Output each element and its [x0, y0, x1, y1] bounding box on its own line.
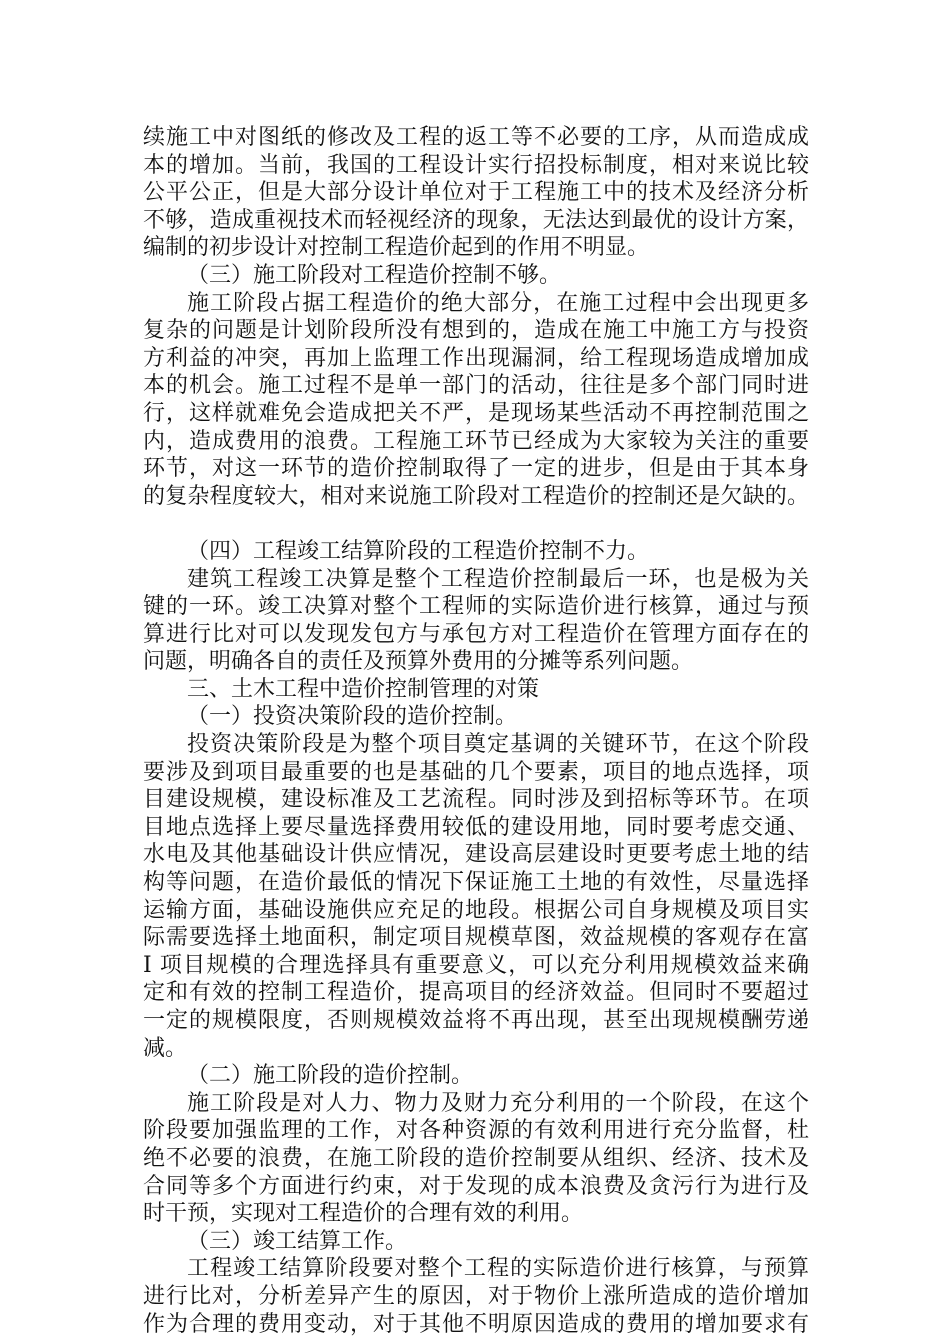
text-line: 作为合理的费用变动，对于其他不明原因造成的费用的增加要求有 [143, 1311, 809, 1337]
text-line: 施工阶段是对人力、物力及财力充分利用的一个阶段，在这个 [187, 1090, 809, 1116]
document-body [143, 124, 809, 1338]
text-line: 不够，造成重视技术而轻视经济的现象，无法达到最优的设计方案， [143, 207, 809, 233]
text-line: 运输方面，基础设施供应充足的地段。根据公司自身规模及项目实 [143, 897, 809, 923]
text-line: 目建设规模，建设标准及工艺流程。同时涉及到招标等环节。在项 [143, 787, 809, 813]
text-line: 进行比对，分析差异产生的原因，对于物价上涨所造成的造价增加 [143, 1283, 809, 1309]
text-line: 算进行比对可以发现发包方与承包方对工程造价在管理方面存在的 [143, 621, 809, 647]
text-line: 本的机会。施工过程不是单一部门的活动，往往是多个部门同时进 [143, 373, 809, 399]
text-line: 水电及其他基础设计供应情况，建设高层建设时更要考虑土地的结 [143, 842, 809, 868]
text-line: 阶段要加强监理的工作，对各种资源的有效利用进行充分监督，杜 [143, 1118, 809, 1144]
text-line: 工程竣工结算阶段要对整个工程的实际造价进行核算，与预算 [187, 1256, 809, 1282]
text-line: I 项目规模的合理选择具有重要意义，可以充分利用规模效益来确 [143, 952, 809, 978]
text-line: 问题，明确各自的责任及预算外费用的分摊等系列问题。 [143, 649, 694, 675]
text-line: 定和有效的控制工程造价，提高项目的经济效益。但同时不要超过 [143, 980, 809, 1006]
text-line: 环节，对这一环节的造价控制取得了一定的进步，但是由于其本身 [143, 456, 809, 482]
text-line: 一定的规模限度，否则规模效益将不再出现，甚至出现规模酬劳递 [143, 1008, 809, 1033]
text-line: 续施工中对图纸的修改及工程的返工等不必要的工序，从而造成成 [143, 125, 809, 150]
section-heading: （四）工程竣工结算阶段的工程造价控制不力。 [187, 538, 650, 564]
text-line: 要涉及到项目最重要的也是基础的几个要素，项目的地点选择，项 [143, 759, 809, 785]
section-heading: （二）施工阶段的造价控制。 [187, 1063, 474, 1089]
text-line: 内，造成费用的浪费。工程施工环节已经成为大家较为关注的重要 [143, 428, 809, 454]
text-line: 施工阶段占据工程造价的绝大部分，在施工过程中会出现更多 [187, 290, 809, 316]
text-line: 复杂的问题是计划阶段所没有想到的，造成在施工中施工方与投资 [143, 318, 809, 344]
text-line: 构等问题，在造价最低的情况下保证施工土地的有效性，尽量选择 [143, 870, 809, 896]
text-line: 方利益的冲突，再加上监理工作出现漏洞，给工程现场造成增加成 [143, 345, 809, 371]
section-heading: （一）投资决策阶段的造价控制。 [187, 704, 518, 730]
text-line: 投资决策阶段是为整个项目奠定基调的关键环节，在这个阶段 [187, 732, 809, 758]
text-line: 时干预，实现对工程造价的合理有效的利用。 [143, 1201, 584, 1227]
section-heading: （三）竣工结算工作。 [187, 1228, 408, 1254]
text-line: 绝不必要的浪费，在施工阶段的造价控制要从组织、经济、技术及 [143, 1145, 809, 1171]
text-line: 建筑工程竣工决算是整个工程造价控制最后一环，也是极为关 [187, 566, 809, 592]
paragraph-spacer [143, 510, 809, 538]
chapter-heading: 三、土木工程中造价控制管理的对策 [187, 676, 540, 702]
text-line: 公平公正，但是大部分设计单位对于工程施工中的技术及经济分析 [143, 180, 809, 206]
text-line: 的复杂程度较大，相对来说施工阶段对工程造价的控制还是欠缺的。 [143, 483, 809, 509]
text-line: 际需要选择土地面积，制定项目规模草图，效益规模的客观存在富 [143, 925, 809, 951]
text-line: 本的增加。当前，我国的工程设计实行招投标制度，相对来说比较 [143, 152, 809, 178]
section-heading: （三）施工阶段对工程造价控制不够。 [187, 262, 562, 288]
text-line: 编制的初步设计对控制工程造价起到的作用不明显。 [143, 235, 650, 261]
text-line: 减。 [143, 1035, 188, 1061]
text-line: 目地点选择上要尽量选择费用较低的建设用地，同时要考虑交通、 [143, 814, 809, 840]
text-line: 行，这样就难免会造成把关不严，是现场某些活动不再控制范围之 [143, 400, 809, 426]
text-line: 合同等多个方面进行约束，对于发现的成本浪费及贪污行为进行及 [143, 1173, 809, 1199]
text-line: 键的一环。竣工决算对整个工程师的实际造价进行核算，通过与预 [143, 594, 809, 620]
